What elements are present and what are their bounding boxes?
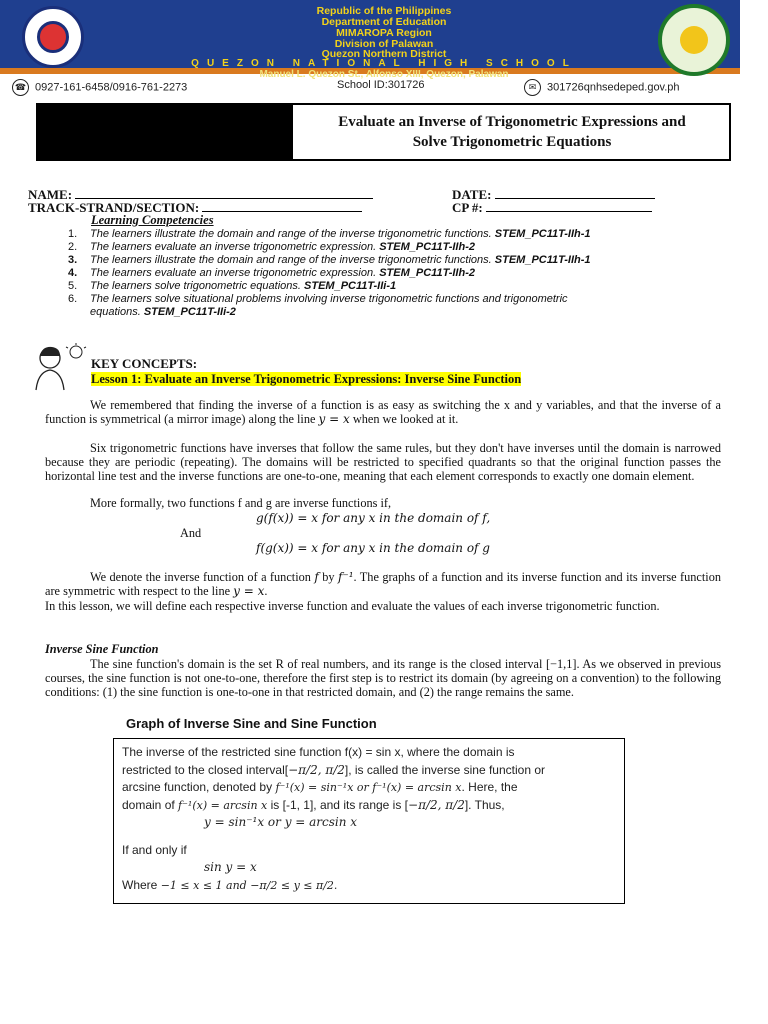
header-district: Quezon Northern District [321,48,447,60]
def-line-4: domain of f⁻¹(x) = arcsin x is [-1, 1], and its range is [−π/2, π/2]. Thus, [122,797,505,812]
paragraph-1: We remembered that finding the inverse of a function is as easy as switching the x and y variables, and that the inverse of a function is symmetrical (a mirror image) along the line y = x when we looked at it. [45,398,721,427]
school-id: School ID:301726 [337,79,425,91]
competency-item: 6. The learners solve situational problems involving inverse trigonometric functions and trigonometric equations. STEM_PC11T-IIi-2 [68,293,568,318]
competency-item: 1. The learners illustrate the domain and range of the inverse trigonometric functions. STEM_PC11T-IIh-1 [68,228,591,240]
def-line-7: sin y = x [204,860,257,874]
track-line [202,199,362,212]
def-line-8: Where −1 ≤ x ≤ 1 and −π/2 ≤ y ≤ π/2. [122,877,338,892]
and-label: And [180,526,202,540]
thinking-girl-icon [28,342,88,392]
title-line-2: Solve Trigonometric Equations [412,134,612,150]
header-address: Manuel L. Quezon St., Alfonso XIII, Quezon, Palawan [259,69,509,80]
def-line-1: The inverse of the restricted sine function f(x) = sin x, where the domain is [122,745,515,759]
competencies-list [68,228,738,319]
phone-text: 0927-161-6458/0916-761-2273 [35,81,188,94]
cp-line [486,199,652,212]
header-region: MIMAROPA Region [336,27,432,39]
def-line-6: If and only if [122,842,187,857]
paragraph-3: More formally, two functions f and g are inverse functions if, [90,496,392,510]
paragraph-6: The sine function's domain is the set R of real numbers, and its range is the closed interval [−1,1]. As we observed in previous courses, the sine function is not one-to-one, therefore the first step is to restrict its domain (by agreeing on a convention) to the following conditions: (1) the sine function is one-to-one in that restricted domain, and (2) the range remains the same. [45,657,721,700]
definition-box [113,738,625,904]
name-label: NAME: [28,187,73,202]
header-department: Department of Education [321,16,447,28]
equation-1: g(f(x)) = x for any x in the domain of f, [256,511,491,525]
contact-phone [12,79,187,96]
competency-item: 3. The learners illustrate the domain and range of the inverse trigonometric functions. STEM_PC11T-IIh-1 [68,254,591,266]
email-text: 301726qnhsedeped.gov.ph [547,81,680,94]
date-label: DATE: [452,187,492,202]
header-school-name: QUEZON NATIONAL HIGH SCHOOL [191,58,577,69]
header-division: Division of Palawan [334,38,434,50]
def-line-5: y = sin⁻¹x or y = arcsin x [204,815,358,829]
date-line [495,186,655,199]
name-line [75,186,373,199]
competency-item: 5. The learners solve trigonometric equations. STEM_PC11T-IIi-1 [68,280,397,292]
cp-label: CP #: [452,200,483,215]
header-republic: Republic of the Philippines [316,5,452,17]
phone-icon: ☎ [12,79,29,96]
mail-icon: ✉ [524,79,541,96]
competency-item: 4. The learners evaluate an inverse trigonometric expression. STEM_PC11T-IIh-2 [68,267,475,279]
equation-2: f(g(x)) = x for any x in the domain of g [256,541,490,555]
paragraph-2: Six trigonometric functions have inverses that follow the same rules, but they don't have inverses until the domain is narrowed because they are periodic (repeating). The domains will be restricted to specified quadrants so that the original function passes the horizontal line test and the inverse functions are one-to-one, meaning that each element corresponds to exactly one domain element. [45,441,721,484]
def-line-3: arcsine function, denoted by f⁻¹(x) = sin⁻¹x or f⁻¹(x) = arcsin x. Here, the [122,780,518,794]
track-label: TRACK-STRAND/SECTION: [28,200,200,215]
lesson-heading: Lesson 1: Evaluate an Inverse Trigonometric Expressions: Inverse Sine Function [91,372,522,386]
document-title [293,112,731,152]
competencies-heading: Learning Competencies [91,213,214,227]
inverse-sine-heading: Inverse Sine Function [45,642,159,656]
def-line-2: restricted to the closed interval[−π/2, π/2], is called the inverse sine function or [122,762,545,777]
cp-field [452,199,652,216]
paragraph-4: We denote the inverse function of a function f by f⁻¹. The graphs of a function and its inverse function and its inverse function are symmetric with respect to the line y = x. [45,570,722,599]
contact-email [524,79,680,96]
graph-title: Graph of Inverse Sine and Sine Function [126,716,377,731]
key-concepts-heading: KEY CONCEPTS: [91,356,198,371]
title-line-1: Evaluate an Inverse of Trigonometric Expressions and [338,114,686,130]
paragraph-5: In this lesson, we will define each respective inverse function and evaluate the values of each inverse trigonometric function. [45,599,660,613]
competency-item: 2. The learners evaluate an inverse trigonometric expression. STEM_PC11T-IIh-2 [68,241,475,253]
